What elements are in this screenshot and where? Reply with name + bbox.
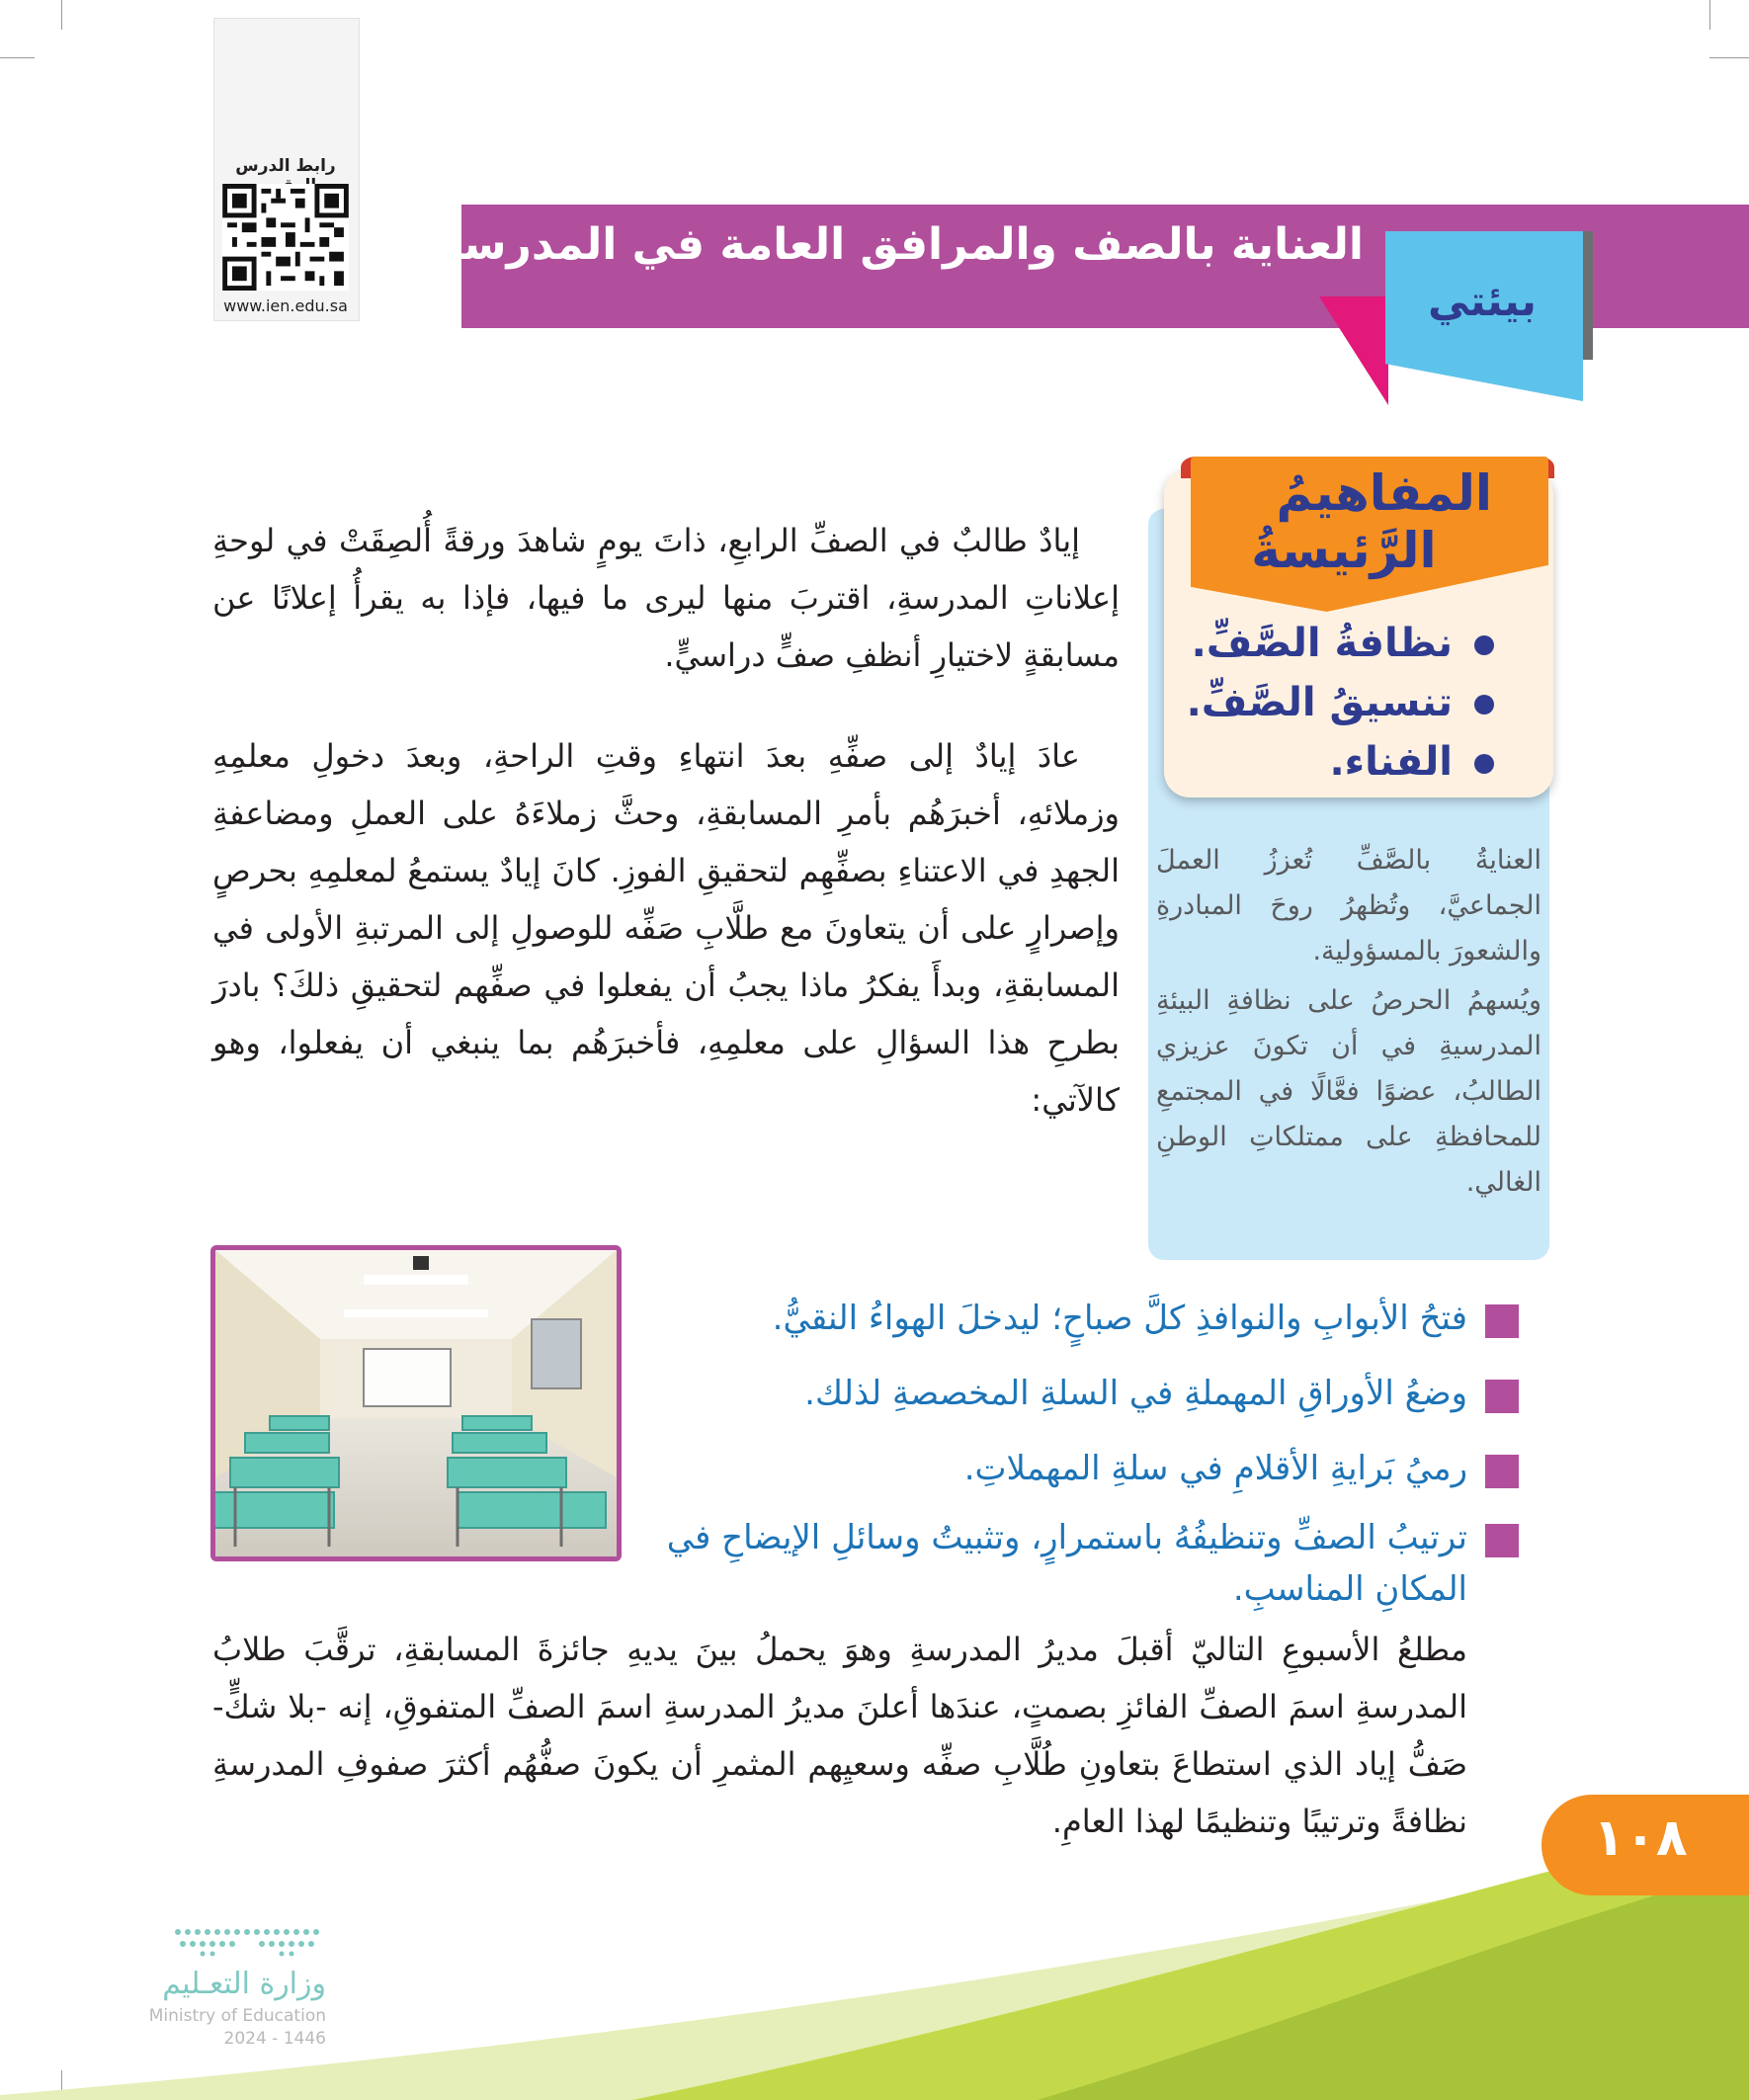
step-item: [773, 1293, 1467, 1344]
qr-caption: رابط الدرس: [235, 156, 336, 176]
step-item: [804, 1368, 1467, 1419]
qr-url[interactable]: www.ien.edu.sa: [223, 296, 348, 315]
step-item: [667, 1512, 1467, 1615]
crop-mark: [61, 0, 62, 30]
ministry-name-arabic: وزارة التعـليم: [162, 1967, 326, 2001]
qr-code-icon[interactable]: [221, 184, 350, 291]
ministry-year: 2024 - 1446: [223, 2029, 326, 2049]
square-bullet-icon: [1485, 1304, 1519, 1338]
concept-item: نظافةُ الصَّفِّ.: [1192, 621, 1494, 666]
step-text: المكانِ المناسبِ.: [1232, 1569, 1467, 1609]
ministry-name-english: Ministry of Education: [148, 2006, 326, 2026]
bullet-icon: [1474, 695, 1494, 714]
page-title: العناية بالصف والمرافق العامة في المدرسة: [437, 219, 1364, 270]
square-bullet-icon: [1485, 1455, 1519, 1488]
square-bullet-icon: [1485, 1380, 1519, 1413]
page-number: ١٠٨: [1593, 1808, 1688, 1868]
classroom-photo: [210, 1245, 622, 1561]
crop-mark: [0, 57, 35, 58]
story-paragraph: عادَ إيادٌ إلى صفِّهِ بعدَ انتهاءِ وقتِ الراحةِ، وبعدَ دخولِ معلمِهِ وزملائهِ، أخبرَهُم بأمرِ المسابقةِ، وحثَّ زملاءَهُ على العملِ ومضاعفةِ الجهدِ في الاعتناءِ بصفِّهِم لتحقيقِ الفوزِ. كانَ إيادٌ يستمعُ لمعلمِهِ بحرصٍ وإصرارٍ على أن يتعاونَ مع طلَّابِ صَفِّه للوصولِ إلى المرتبةِ الأولى في المسابقةِ، وبدأَ يفكرُ ماذا يجبُ أن يفعلوا في صفِّهم لتحقيقِ ذلكَ؟ بادرَ بطرحِ هذا السؤالِ على معلمِهِ، فأخبرَهُم بما ينبغي أن يفعلوا، وهو كالآتي:: [212, 737, 1120, 1119]
step-text: رميُ بَرايةِ الأقلامِ في سلةِ المهملاتِ.: [963, 1449, 1467, 1488]
step-text: وضعُ الأوراقِ المهملةِ في السلةِ المخصصةِ لذلك.: [804, 1374, 1467, 1413]
bullet-icon: [1474, 635, 1494, 655]
crop-mark: [1709, 57, 1749, 58]
section-tab-label: بيئتي: [1428, 277, 1537, 325]
concept-paragraph: العنايةُ بالصَّفِّ تُعززُ العملَ الجماعيَّ، وتُظهرُ روحَ المبادرةِ والشعورَ بالمسؤولية.: [1156, 845, 1541, 966]
step-text: فتحُ الأبوابِ والنوافذِ كلَّ صباحٍ؛ ليدخلَ الهواءُ النقيُّ.: [772, 1299, 1467, 1338]
square-bullet-icon: [1485, 1524, 1519, 1557]
bullet-icon: [1474, 754, 1494, 774]
story-paragraph: إيادٌ طالبٌ في الصفِّ الرابعِ، ذاتَ يومٍ شاهدَ ورقةً أُلصِقَتْ في لوحةِ إعلاناتِ المدرسةِ، اقتربَ منها ليرى ما فيها، فإذا به يقرأُ إعلانًا عن مسابقةٍ لاختيارِ أنظفِ صفٍّ دراسيٍّ.: [212, 522, 1120, 674]
crop-mark: [1709, 0, 1710, 30]
step-item: [964, 1443, 1467, 1494]
concept-heading: الرَّئيسةُ: [1251, 522, 1437, 579]
concept-item: الفناء.: [1329, 739, 1494, 785]
ministry-logo-icon: [168, 1922, 326, 1958]
concept-item: تنسيقُ الصَّفِّ.: [1187, 680, 1494, 725]
story-paragraph: مطلعُ الأسبوعِ التاليّ أقبلَ مديرُ المدرسةِ وهوَ يحملُ بينَ يديهِ جائزةَ المسابقةِ، ترقَّبَ طلابُ المدرسةِ اسمَ الصفِّ الفائزِ بصمتٍ، عندَها أعلنَ مديرُ المدرسةِ اسمَ الصفِّ المتفوقِ، إنه -بلا شكٍّ- صَفُّ إياد الذي استطاعَ بتعاونِ طُلَّابِ صفِّه وسعيِهم المثمرِ أن يكونَ صفُّهُم أكثرَ صفوفِ المدرسةِ نظافةً وترتيبًا وتنظيمًا لهذا العامِ.: [212, 1631, 1467, 1840]
section-tab-fold: [1319, 296, 1388, 405]
step-text: ترتيبُ الصفِّ وتنظيفُهُ باستمرارٍ، وتثبيتُ وسائلِ الإيضاحِ في: [666, 1518, 1467, 1557]
concept-heading: المفاهيمُ: [1276, 464, 1492, 522]
concept-paragraph: ويُسهمُ الحرصُ على نظافةِ البيئةِ المدرسيةِ في أن تكونَ عزيزي الطالبُ، عضوًا فعَّالًا في المجتمعِ للمحافظةِ على ممتلكاتِ الوطنِ الغالي.: [1156, 985, 1541, 1198]
